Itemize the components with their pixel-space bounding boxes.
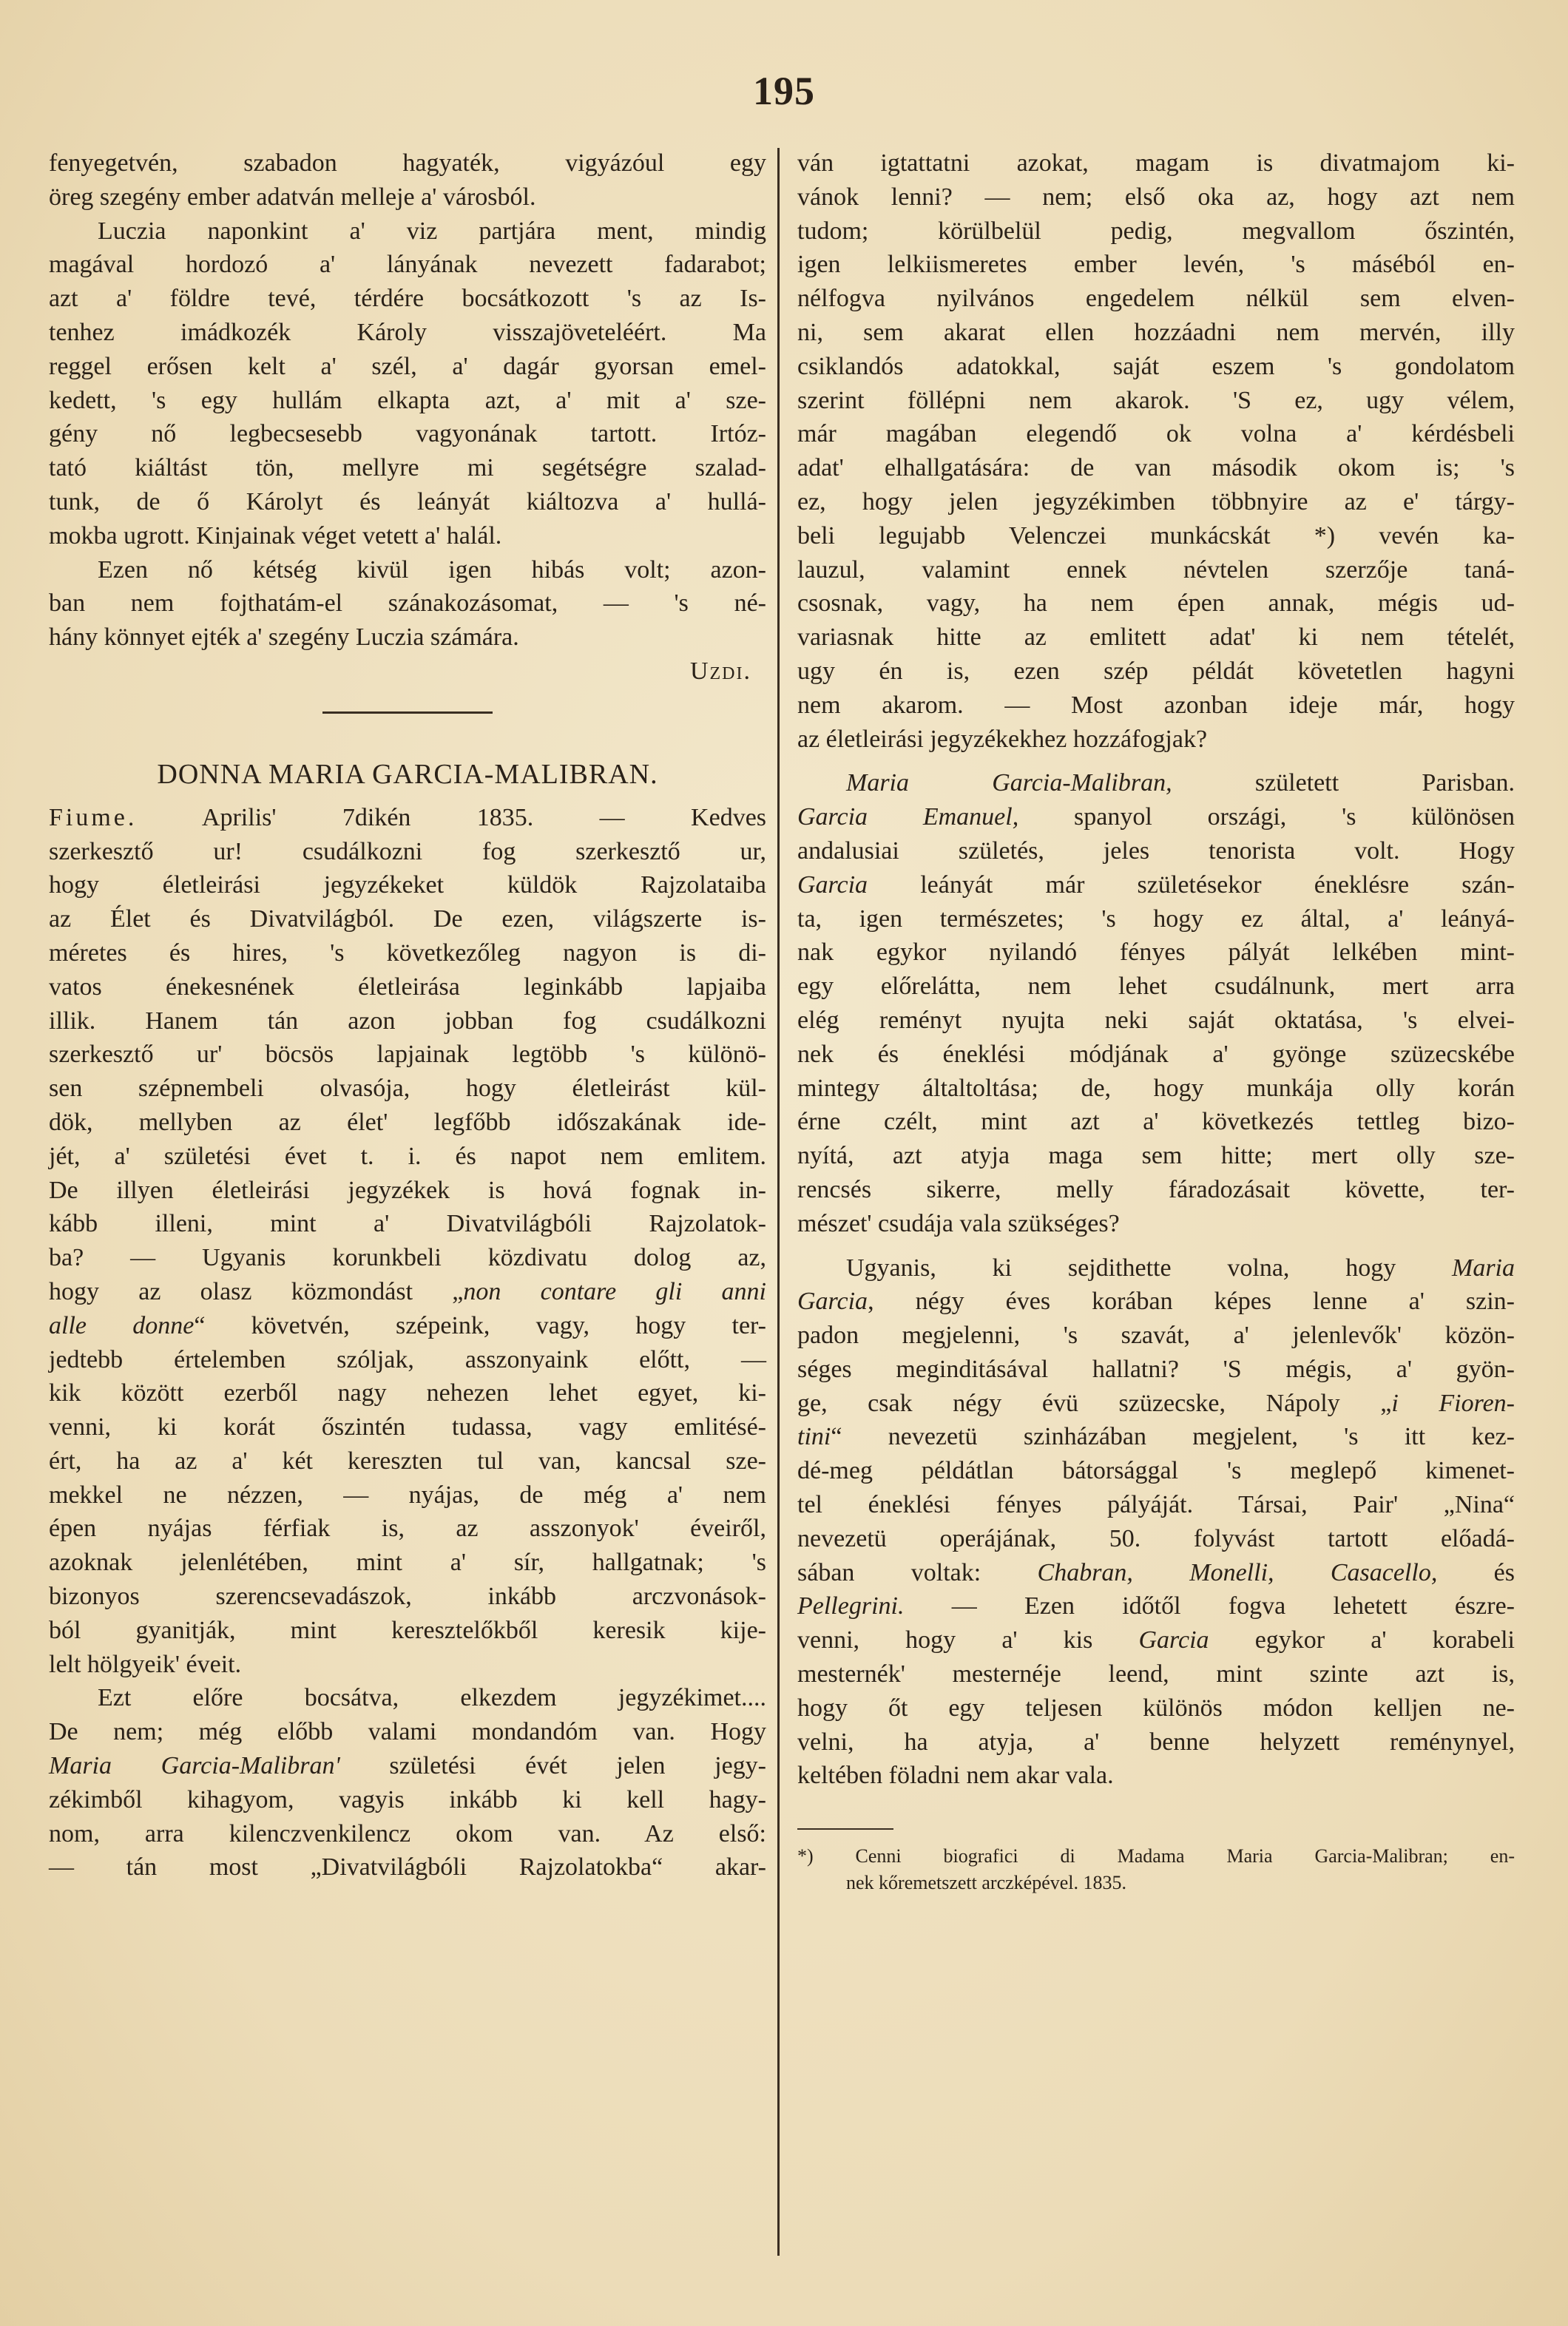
paragraph-debut [797,1319,1515,1387]
text-line: hogy életleirási jegyzékeket küldök Rajzolataiba [49,871,766,899]
text-line: — tán most „Divatvilágbóli Rajzolatokba“ akar- [49,1853,766,1882]
text-line [797,1387,1515,1421]
italic-title: i Fioren- [1391,1389,1515,1417]
text-line [49,1749,766,1783]
paragraph-preface [49,1681,766,1749]
text-line: tató kiáltást tön, mellyre mi segétségre szalad- [49,454,766,482]
text-line: ni, sem akarat ellen hozzáadni nem mervén, illy [797,318,1515,346]
text-line: mokba ugrott. Kinjainak véget vetett a' halál. [49,521,502,550]
text-line: ugy én is, ezen szép példát követetlen hagyni [797,657,1515,685]
text-line: szerkesztő ur! csudálkozni fog szerkesztő ur, [49,837,766,865]
text-line: érne czélt, mint azt a' következés tettleg bizo- [797,1108,1515,1136]
paragraph-intro-cont [49,1343,766,1682]
text-line: lelt hölgyeik' éveit. [49,1650,242,1678]
text-line: szerint föllépni nem akarok. 'S ez, ugy vélem, [797,386,1515,414]
italic-name: Maria [1452,1254,1515,1282]
text-line: Ezt előre bocsátva, elkezdem jegyzékimet.... [98,1684,766,1712]
italic-name: Garcia [797,870,868,899]
text-line: egy előrelátta, nem lehet csudálnunk, mert arra [797,973,1515,1001]
text-line: jedtebb értelemben szóljak, asszonyaink előtt, — [49,1345,766,1373]
text-line: kik között ezerből nagy nehezen lehet egyet, ki- [49,1379,766,1407]
dateline-place: Fiume. [49,803,138,831]
text-span: , négy éves korában képes lenne a' szin- [868,1288,1515,1316]
text-line [797,1623,1515,1657]
text-span: születési évét jelen jegy- [339,1752,767,1780]
italic-name: Garcia Emanuel, [797,803,1019,831]
text-line: öreg szegény ember adatván melleje a' városból. [49,183,536,211]
text-line: Luczia naponkint a' viz partjára ment, mindig [98,217,766,245]
italic-name: Maria Garcia-Malibran' [49,1752,340,1780]
text-line: Ezen nő kétség kivül igen hibás volt; azon- [98,555,766,584]
text-span: venni, hogy a' kis [797,1626,1139,1654]
text-line: lauzul, valamint ennek névtelen szerzője taná- [797,555,1515,584]
text-line: az Élet és Divatvilágból. De ezen, világszerte is- [49,905,766,933]
text-line: kedett, 's egy hullám elkapta azt, a' mit a' sze- [49,386,766,414]
text-line: zékimből kihagyom, vagyis inkább ki kell hagy- [49,1785,766,1813]
paragraph-debut-cont [797,1454,1515,1555]
text-line: mekkel ne nézzen, — nyájas, de még a' nem [49,1481,766,1509]
text-line: épen nyájas férfiak is, az asszonyok' éveiről, [49,1515,766,1543]
italic-name: Garcia [797,1288,868,1316]
text-span: — Ezen időtől fogva lehetett észre- [904,1592,1515,1620]
text-line: csosnak, vagy, ha nem épen annak, mégis ud- [797,589,1515,618]
text-line: keltében föladni nem akar vala. [797,1762,1114,1790]
text-line: nem akarom. — Most azonban ideje már, hogy [797,691,1515,719]
section-divider-rule [322,711,493,714]
text-line: azoknak jelenlétében, mint a' sír, hallgatnak; 's [49,1549,766,1577]
text-line [797,800,1515,834]
text-span: “ nevezetü szinházában megjelent, 's itt kez- [831,1423,1515,1451]
text-line: hány könnyet ejték a' szegény Luczia számára. [49,623,519,652]
text-line: gény nő legbecsesebb vagyonának tartott. Irtóz- [49,420,766,448]
paragraph-birth [797,902,1515,1241]
text-span: spanyol országi, 's különösen [1018,803,1515,831]
right-column [797,146,1515,1896]
text-line: mészet' csudája vala szükséges? [797,1209,1120,1237]
text-line: rencsés sikerre, melly fáradozásait követte, ter- [797,1175,1515,1203]
italic-name: Pellegrini. [797,1592,905,1620]
text-line: bizonyos szerencsevadászok, inkább arczvonások- [49,1583,766,1611]
footnote: nek kőremetszett arczképével. 1835. [846,1872,1126,1894]
italic-name: Garcia [1138,1626,1209,1654]
text-line: már magában elegendő ok volna a' kérdésbeli [797,420,1515,448]
text-line: ból gyanitják, mint keresztelőkből keresik kije- [49,1616,766,1644]
text-line: séges meginditásával hallatni? 'S mégis, a' gyön- [797,1355,1515,1383]
text-line: mintegy általtoltása; de, hogy munkája olly korán [797,1074,1515,1102]
text-line: elég reményt nyujta neki saját oktatása, 's elvei- [797,1006,1515,1034]
article-heading: DONNA MARIA GARCIA-MALIBRAN. [157,758,658,790]
italic-name: Maria Garcia-Malibran, [846,769,1172,797]
text-line: De nem; még előbb valami mondandóm van. Hogy [49,1718,766,1746]
text-line: nak egykor nyilandó fényes pályát lelkében mint- [797,939,1515,967]
italic-title: tini [797,1423,831,1451]
text-line: ért, ha az a' két kereszten tul van, kancsal sze- [49,1447,766,1475]
text-span: “ követvén, szépeink, vagy, hogy ter- [194,1311,766,1339]
text-line: fenyegetvén, szabadon hagyaték, vigyázóul egy [49,149,766,177]
text-line: azt a' földre tevé, térdére bocsátkozott 's az Is- [49,285,766,313]
footnote-rule [797,1828,893,1830]
text-line: padon megjelenni, 's szavát, a' jelenlevők' közön- [797,1322,1515,1350]
column-divider [777,148,780,2256]
text-line: nevezetü operájának, 50. folyvást tartott előadá- [797,1524,1515,1552]
text-line: dök, mellyben az élet' legfőbb időszakának ide- [49,1108,766,1136]
text-line: tudom; körülbelül pedig, megvallom őszintén, [797,217,1515,245]
text-span: egykor a' korabeli [1209,1626,1515,1654]
text-line: vatos énekesnének életleirása leginkább lapjaiba [49,973,766,1001]
paragraph-debut-end [797,1657,1515,1793]
text-line: velni, ha atyja, a' benne helyzett reménynyel, [797,1728,1515,1756]
text-line: venni, ki korát őszintén tudassa, vagy emlitésé- [49,1413,766,1441]
author-signature: Uzdi. [689,657,751,685]
text-line: jét, a' születési évet t. i. és napot nem emlitem. [49,1142,766,1170]
dateline-rest: Aprilis' 7dikén 1835. — Kedves [201,803,767,831]
paragraph-intro [49,835,766,1275]
text-line: andalusiai születés, jeles tenorista volt. Hogy [797,836,1515,865]
text-line: tenhez imádkozék Károly visszajöveteléért. Ma [49,318,766,346]
text-line: beli legujabb Velenczei munkácskát *) vevén ka- [797,521,1515,550]
text-span: sában voltak: [797,1558,1038,1586]
footnote: *) Cenni biografici di Madama Maria Garcia-Malibran; en- [797,1845,1515,1867]
text-line [49,1309,766,1343]
text-line [49,1275,766,1309]
text-span: született Parisban. [1172,769,1515,797]
text-line: illik. Hanem tán azon jobban fog csudálkozni [49,1007,766,1035]
text-span: hogy az olasz közmondást „ [49,1277,464,1305]
text-line: tel éneklési fényes pályáját. Társai, Pair' „Nina“ [797,1491,1515,1519]
italic-names: Chabran, Monelli, Casacello, [1037,1558,1438,1586]
text-line [797,1420,1515,1454]
text-line: variasnak hitte az emlitett adat' ki nem tételét, [797,623,1515,652]
paragraph-preface-cont [49,1783,766,1884]
left-column [49,146,766,1884]
text-line: magával hordozó a' lányának nevezett fadarabot; [49,251,766,279]
text-line: méretes és hires, 's következőleg nagyon is di- [49,939,766,967]
text-line: ba? — Ugyanis korunkbeli közdivatu dolog az, [49,1244,766,1272]
text-line [797,1285,1515,1319]
text-line: De illyen életleirási jegyzékek is hová fognak in- [49,1176,766,1204]
text-line: ez, hogy jelen jegyzékimben többnyire az e' tárgy- [797,487,1515,515]
text-span: leányát már születésekor éneklésre szán- [868,870,1515,899]
text-line [797,1251,1515,1285]
text-line: reggel erősen kelt a' szél, a' dagár gyorsan emel- [49,352,766,380]
dateline [49,801,766,835]
text-line: ta, igen természetes; 's hogy ez által, a' leányá- [797,905,1515,933]
text-line: nek és éneklési módjának a' gyönge szüzecskébe [797,1040,1515,1068]
text-line: dé-meg példátlan bátorsággal 's meglepő kimenet- [797,1457,1515,1485]
text-line: szerkesztő ur' böcsös lapjainak legtöbb 's különö- [49,1041,766,1069]
text-line: sen szépnembeli olvasója, hogy életleirást kül- [49,1075,766,1103]
italic-quote: alle donne [49,1311,195,1339]
text-line: az életleirási jegyzékekhez hozzáfogjak? [797,725,1208,753]
italic-quote: non contare gli anni [463,1277,767,1305]
text-line: hogy őt egy teljesen különös módon kelljen ne- [797,1694,1515,1722]
text-line: igen lelkiismeretes ember levén, 's máséból en- [797,251,1515,279]
text-line: mesternék' mesternéje leend, mint szinte azt is, [797,1660,1515,1688]
text-line: kább illeni, mint a' Divatvilágbóli Rajzolatok- [49,1210,766,1238]
text-span: ge, csak négy évü szüzecske, Nápoly „ [797,1389,1392,1417]
text-span: Ugyanis, ki sejdithette volna, hogy [846,1254,1452,1282]
text-line: vánok lenni? — nem; első oka az, hogy azt nem [797,183,1515,211]
text-line: nyítá, azt atyja maga sem hitte; mert olly sze- [797,1142,1515,1170]
page-number: 195 [753,69,815,113]
text-line: tunk, de ő Károlyt és leányát kiáltozva a' hullá- [49,487,766,515]
paragraph-reasons [797,146,1515,756]
text-span: és [1437,1558,1515,1586]
text-line [797,1556,1515,1590]
text-line: nélfogva nyilvános engedelem nélkül sem elven- [797,285,1515,313]
text-line: ban nem fojthatám-el szánakozásomat, — 's né- [49,589,766,618]
text-line [797,766,1515,800]
text-line [797,868,1515,902]
text-line: nom, arra kilenczvenkilencz okom van. Az első: [49,1819,766,1847]
text-line: csiklandós adatokkal, saját eszem 's gondolatom [797,352,1515,380]
text-line: ván igtattatni azokat, magam is divatmajom ki- [797,149,1515,177]
text-line [797,1589,1515,1623]
paragraph-luczia [49,146,766,655]
text-line: adat' elhallgatására: de van második okom is; 's [797,454,1515,482]
